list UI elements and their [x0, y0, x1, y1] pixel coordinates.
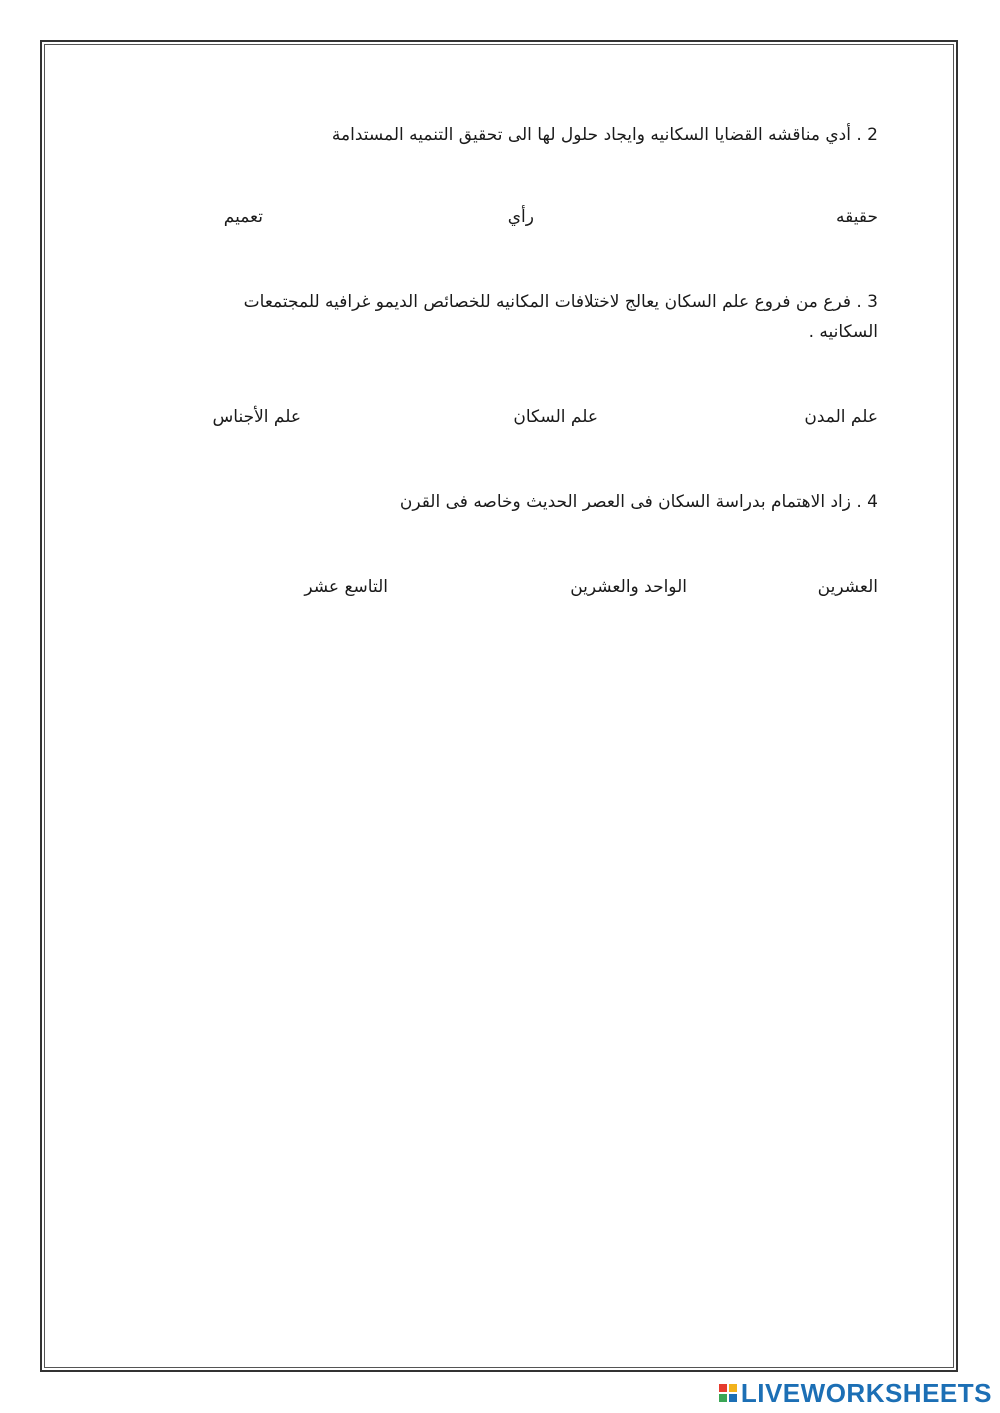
- question-2-text: 2 . أدي مناقشه القضايا السكانيه وايجاد حلول لها الى تحقيق التنميه المستدامة: [331, 125, 878, 145]
- question-4-option-1[interactable]: العشرين: [817, 577, 878, 597]
- page-border-inner: [44, 44, 954, 1368]
- liveworksheets-brand: [719, 1379, 992, 1407]
- question-3-option-3[interactable]: علم الأجناس: [212, 407, 301, 427]
- question-2-option-3[interactable]: تعميم: [223, 207, 263, 227]
- question-3-text-line-1: 3 . فرع من فروع علم السكان يعالج لاختلافات المكانيه للخصائص الديمو غرافيه للمجتمعات: [243, 292, 878, 312]
- question-4-text: 4 . زاد الاهتمام بدراسة السكان فى العصر الحديث وخاصه فى القرن: [399, 492, 878, 512]
- question-2-option-2[interactable]: رأي: [507, 207, 534, 227]
- question-2-option-1[interactable]: حقيقه: [836, 207, 878, 227]
- liveworksheets-logo-icon: [719, 1384, 737, 1402]
- liveworksheets-wordmark: LIVEWORKSHEETS: [740, 1377, 992, 1408]
- question-3-option-2[interactable]: علم السكان: [513, 407, 598, 427]
- question-4-option-2[interactable]: الواحد والعشرين: [570, 577, 687, 597]
- question-3-text-line-2: السكانيه .: [808, 322, 878, 342]
- question-3-option-1[interactable]: علم المدن: [804, 407, 878, 427]
- question-4-option-3[interactable]: التاسع عشر: [304, 577, 388, 597]
